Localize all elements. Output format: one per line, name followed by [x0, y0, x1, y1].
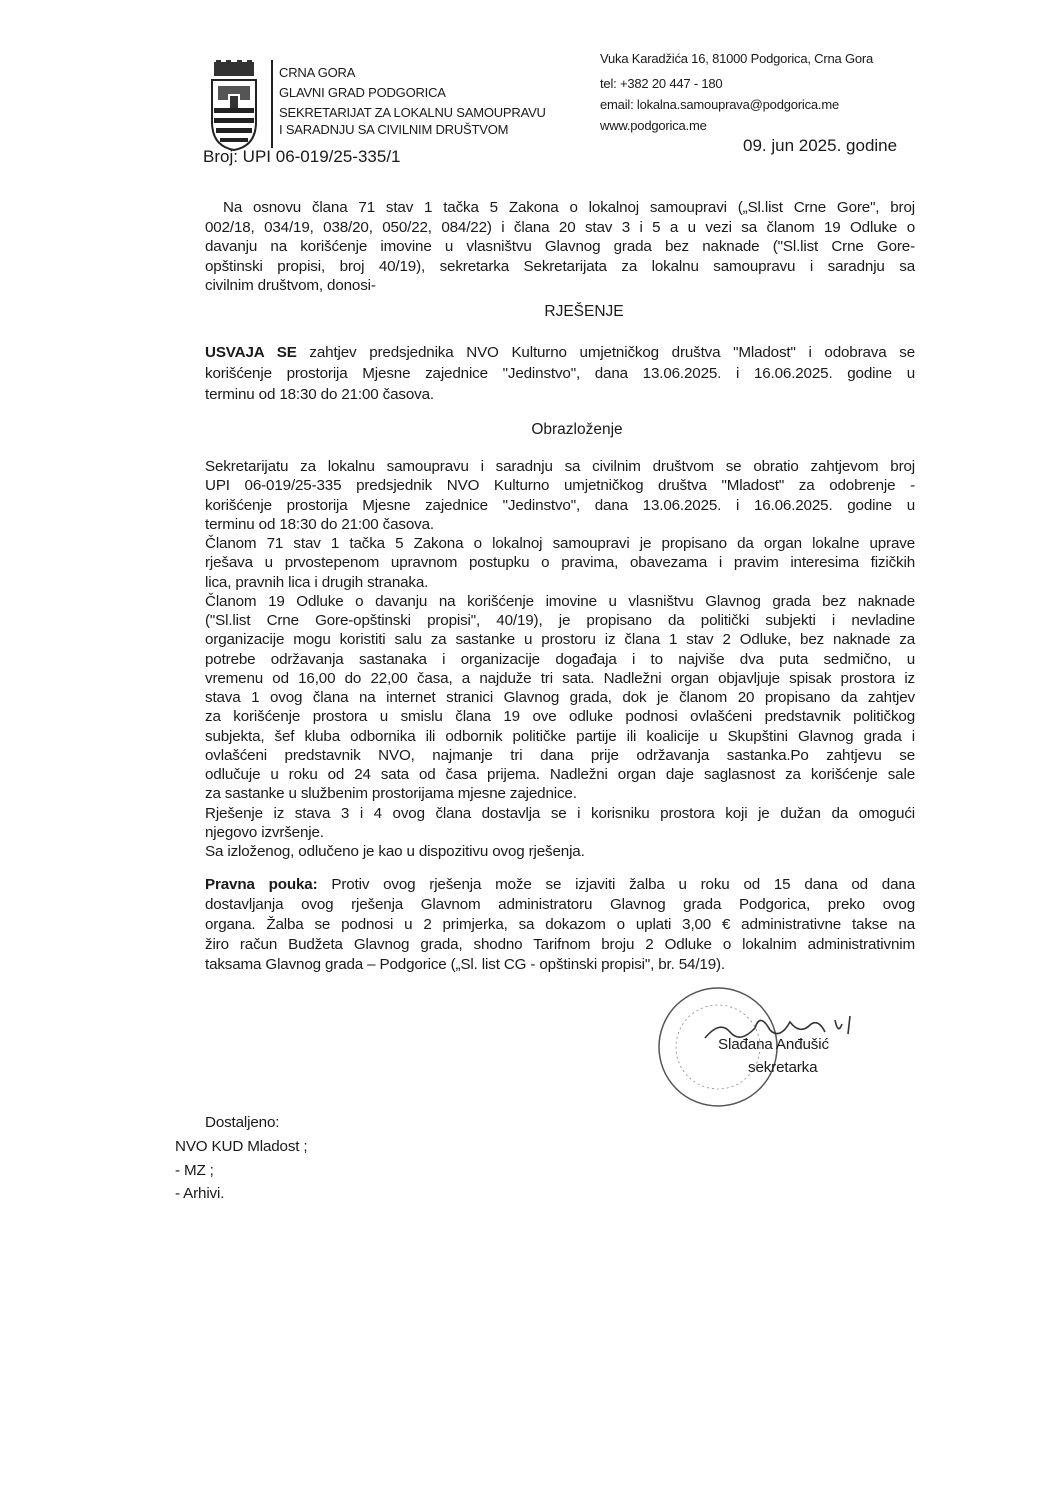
email: email: lokalna.samouprava@podgorica.me [600, 97, 840, 112]
reasoning-line: organizacije mogu koristiti salu za sastanke u prostoru iz člana 1 stav 2 Odluke, bez naknade za [205, 631, 915, 649]
signatory-name: Slađana Anđušić [718, 1036, 829, 1053]
intro-line: 002/18, 034/19, 038/20, 050/22, 084/22) i člana 20 stav 3 i 5 a u vezi sa članom 19 Odluke o [205, 218, 915, 236]
intro-line: opštinski propisi, broj 40/19), sekretarka Sekretarijata za lokalnu samoupravu i saradnju sa [205, 257, 915, 275]
legal-line: organa. Žalba se podnosi u 2 primjerka, sa dokazom o uplati 3,00 € administrativne takse na [205, 916, 915, 933]
intro-line: davanju na korišćenje imovine u vlasništvu Glavnog grada bez naknade ("Sl.list Crne Gore- [205, 238, 915, 255]
decision-title: RJEŠENJE [544, 303, 624, 320]
document-date: 09. jun 2025. godine [743, 136, 898, 155]
legal-line: taksama Glavnog grada – Podgorice („Sl. list CG - opštinski propisi", br. 54/19). [205, 956, 725, 973]
legal-notice [205, 875, 915, 975]
decision-line [205, 342, 915, 363]
reasoning-line: njegovo izvršenje. [205, 823, 324, 841]
reasoning-line: za korišćenje prostora u smislu člana 19 ove odluke podnosi ovlašćeni predstavnik političkog [205, 708, 915, 726]
legal-line [205, 875, 915, 895]
org-department-2: I SARADNJU SA CIVILNIM DRUŠTVOM [279, 122, 509, 137]
coat-of-arms-logo [210, 60, 258, 152]
decision-line: korišćenje prostorija Mjesne zajednice "Jedinstvo", dana 13.06.2025. i 16.06.2025. godine u [205, 365, 915, 382]
decision-paragraph [205, 342, 915, 405]
reasoning-line: stava 1 ovog člana na internet stranici Glavnog grada, dok je članom 20 propisano da zahtjev [205, 689, 915, 706]
legal-line: dostavljanja ovog rješenja Glavnom administratoru Glavnog grada Podgorica, preko ovog [205, 896, 915, 913]
header-divider [271, 60, 273, 148]
address: Vuka Karadžića 16, 81000 Podgorica, Crna Gora [600, 51, 874, 66]
reasoning-line: vremenu od 16,00 do 22,00 časa, a najduže tri sata. Nadležni organ objavljuje spisak prostora iz [205, 669, 915, 687]
intro-line: civilnim društvom, donosi- [205, 277, 376, 294]
reasoning-title: Obrazloženje [531, 421, 623, 438]
decision-text: zahtjev predsjednika NVO Kulturno umjetničkog društva "Mladost" i odobrava se [296, 344, 915, 361]
reasoning-line: rješava u prvostepenom upravnom postupku o pravima, obavezama i pravim interesima fizičkih [205, 554, 915, 572]
decision-lead: USVAJA SE [205, 344, 297, 361]
reasoning-line: Sa izloženog, odlučeno je kao u dispozitivu ovog rješenja. [205, 843, 585, 860]
decision-line: terminu od 18:30 do 21:00 časova. [205, 386, 434, 403]
delivered-title: Dostaljeno: [205, 1114, 280, 1131]
delivered-item: - Arhivi. [175, 1185, 225, 1202]
delivered-item: NVO KUD Mladost ; [175, 1138, 308, 1155]
signatory-title: sekretarka [748, 1059, 818, 1076]
legal-text: Protiv ovog rješenja može se izjaviti žalba u roku od 15 dana od dana [317, 876, 915, 893]
legal-line: žiro račun Budžeta Glavnog grada, shodno Tarifnom broju 2 Odluke o lokalnim administrativnim [205, 936, 915, 953]
reasoning-line: Rješenje iz stava 3 i 4 ovog člana dostavlja se i korisniku prostora koji je dužan da omogući [205, 804, 915, 822]
reasoning-line: za sastanke u službenim prostorijama mjesne zajednice. [205, 785, 577, 803]
reasoning-line: subjekta, šef kluba odbornika ili odbornik političke partije ili koalicije u Skupštini Glavnog grada i [205, 727, 915, 745]
intro-line: Na osnovu člana 71 stav 1 tačka 5 Zakona o lokalnoj samoupravi („Sl.list Crne Gore", broj [223, 199, 915, 216]
reasoning-line: potrebe održavanja sastanaka i organizacije događaja i to najviše dva puta sedmično, u [205, 650, 915, 668]
org-country: CRNA GORA [279, 65, 356, 80]
reasoning-line: Članom 19 Odluke o davanju na korišćenje imovine u vlasništvu Glavnog grada bez naknade [205, 592, 915, 610]
reasoning-line: lica, pravnih lica i drugih stranaka. [205, 573, 429, 591]
reasoning-line: UPI 06-019/25-335 predsjednik NVO Kulturno umjetničkog društva "Mladost" za odobrenje - [205, 477, 915, 495]
reasoning-line: Članom 71 stav 1 tačka 5 Zakona o lokalnoj samoupravi je propisano da organ lokalne uprave [205, 535, 915, 552]
reasoning-line: Sekretarijatu za lokalnu samoupravu i saradnju sa civilnim društvom se obratio zahtjevom broj [205, 458, 915, 475]
reference-number: Broj: UPI 06-019/25-335/1 [203, 147, 401, 166]
reasoning-line: korišćenje prostorija Mjesne zajednice "Jedinstvo", dana 13.06.2025. i 16.06.2025. godine u [205, 496, 915, 514]
phone: tel: +382 20 447 - 180 [600, 76, 723, 91]
website: www.podgorica.me [600, 118, 707, 133]
org-city: GLAVNI GRAD PODGORICA [279, 85, 446, 100]
intro-paragraph [205, 198, 915, 296]
reasoning-line: terminu od 18:30 do 21:00 časova. [205, 515, 434, 533]
delivered-item: - MZ ; [175, 1162, 214, 1179]
reasoning-section [205, 457, 915, 861]
reasoning-line: ovlašćeni predstavnik NVO, najmanje tri dana prije održavanja sastanka.Po zahtjevu se [205, 746, 915, 764]
reasoning-line: odlučuje u roku od 24 sata od časa prijema. Nadležni organ daje saglasnost za korišćenje sale [205, 766, 915, 783]
reasoning-line: ("Sl.list Crne Gore-opštinski propisi", 40/19), je propisano da politički subjekti i nevladine [205, 612, 915, 629]
legal-notice-lead: Pravna pouka: [205, 876, 318, 893]
org-department: SEKRETARIJAT ZA LOKALNU SAMOUPRAVU [279, 105, 546, 120]
